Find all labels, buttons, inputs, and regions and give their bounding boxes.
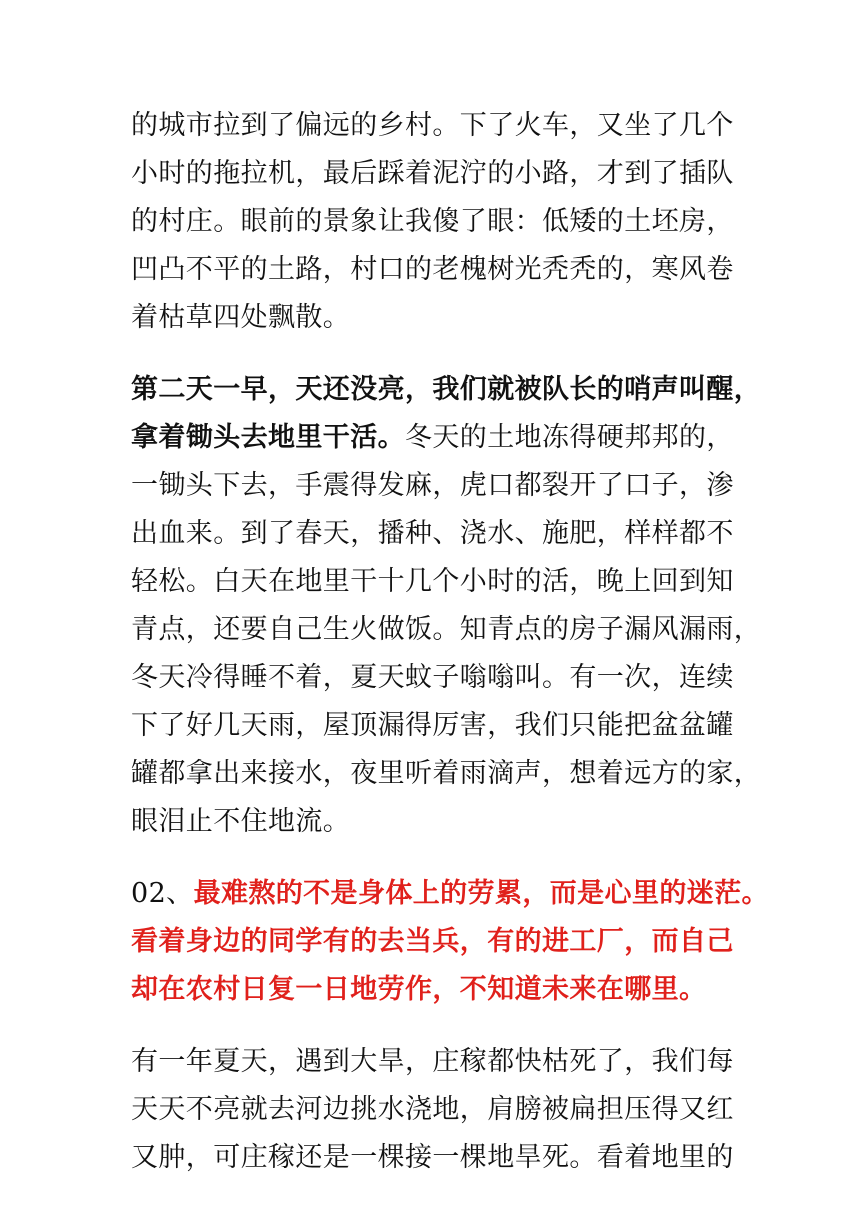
text-line xyxy=(131,798,731,846)
paragraph-gap xyxy=(131,342,731,366)
text-line xyxy=(131,102,734,150)
body-text: 下了好几天雨，屋顶漏得厉害，我们只能把盆盆罐 xyxy=(131,710,734,741)
bold-text: 第二天一早，天还没亮，我们就被队长的哨声叫醒， xyxy=(131,374,762,405)
text-line xyxy=(131,366,762,414)
highlight-text: 最难熬的不是身体上的劳累，而是心里的迷茫。 xyxy=(193,878,769,909)
text-line xyxy=(131,462,734,510)
body-text: 冬天冷得睡不着，夏天蚊子嗡嗡叫。有一次，连续 xyxy=(131,662,734,693)
body-text: 的城市拉到了偏远的乡村。下了火车，又坐了几个 xyxy=(131,110,734,141)
text-line xyxy=(131,606,762,654)
body-text: 一锄头下去，手震得发麻，虎口都裂开了口子，渗 xyxy=(131,470,734,501)
highlight-text: 却在农村日复一日地劳作，不知道未来在哪里。 xyxy=(131,974,707,1005)
body-text: 着枯草四处飘散。 xyxy=(131,302,351,333)
paragraph-p4 xyxy=(131,1038,734,1182)
text-line xyxy=(131,294,731,342)
text-line xyxy=(131,870,769,918)
highlight-text: 看着身边的同学有的去当兵，有的进工厂，而自己 xyxy=(131,926,734,957)
body-text: 罐都拿出来接水，夜里听着雨滴声，想着远方的家， xyxy=(131,758,762,789)
text-line xyxy=(131,702,734,750)
paragraph-p1 xyxy=(131,102,734,342)
body-text: 的村庄。眼前的景象让我傻了眼：低矮的土坯房， xyxy=(131,206,734,237)
paragraph-gap xyxy=(131,846,731,870)
section-number: 02、 xyxy=(131,878,194,909)
body-text: 轻松。白天在地里干十几个小时的活，晚上回到知 xyxy=(131,566,734,597)
text-line xyxy=(131,966,731,1014)
text-line xyxy=(131,654,734,702)
body-text: 又肿，可庄稼还是一棵接一棵地旱死。看着地里的 xyxy=(131,1142,734,1173)
document-body xyxy=(131,102,769,1182)
body-text: 天天不亮就去河边挑水浇地，肩膀被扁担压得又红 xyxy=(131,1094,734,1125)
paragraph-p2 xyxy=(131,366,762,846)
text-line xyxy=(131,1086,734,1134)
text-line xyxy=(131,414,734,462)
text-line xyxy=(131,150,734,198)
text-line xyxy=(131,1134,734,1182)
text-line xyxy=(131,750,762,798)
body-text: 冬天的土地冻得硬邦邦的， xyxy=(405,422,734,453)
paragraph-p3 xyxy=(131,870,769,1014)
text-line xyxy=(131,246,734,294)
bold-text: 拿着锄头去地里干活。 xyxy=(131,422,405,453)
text-line xyxy=(131,510,734,558)
text-line xyxy=(131,918,734,966)
body-text: 凹凸不平的土路，村口的老槐树光秃秃的，寒风卷 xyxy=(131,254,734,285)
body-text: 有一年夏天，遇到大旱，庄稼都快枯死了，我们每 xyxy=(131,1046,734,1077)
body-text: 出血来。到了春天，播种、浇水、施肥，样样都不 xyxy=(131,518,734,549)
paragraph-gap xyxy=(131,1014,731,1038)
body-text: 小时的拖拉机，最后踩着泥泞的小路，才到了插队 xyxy=(131,158,734,189)
body-text: 青点，还要自己生火做饭。知青点的房子漏风漏雨， xyxy=(131,614,762,645)
text-line xyxy=(131,1038,734,1086)
text-line xyxy=(131,558,734,606)
body-text: 眼泪止不住地流。 xyxy=(131,806,351,837)
text-line xyxy=(131,198,734,246)
